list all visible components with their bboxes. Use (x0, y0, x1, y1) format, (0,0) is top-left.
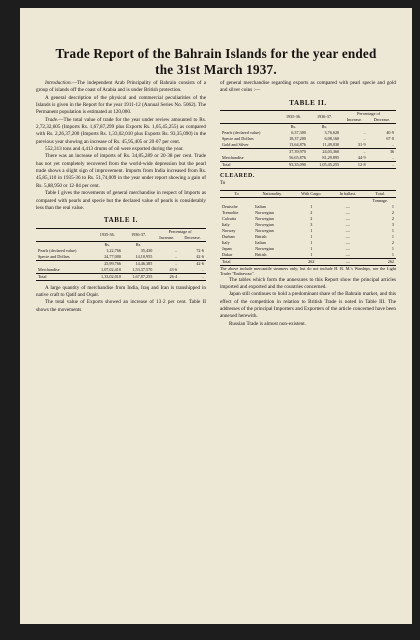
table3-tonnage: Tonnage. (372, 197, 388, 203)
cell: Norwegian (255, 227, 274, 233)
cell: 14,46,385 (135, 260, 153, 266)
cell: 18,37,200 (289, 136, 306, 142)
cell: 262 (387, 258, 394, 264)
cell: Dakar (222, 251, 233, 257)
cell: Norwegian (255, 245, 274, 251)
table2 (220, 110, 396, 169)
cell: 1 (391, 227, 394, 233)
cell: 31·9 (357, 142, 366, 148)
table1-blank-header (36, 228, 92, 241)
table2-year2-header: 1936-37. (317, 114, 333, 120)
cell: 42·6 (196, 253, 204, 259)
table3-header: With Cargo. (301, 190, 322, 196)
cell: Italian (255, 239, 266, 245)
cell: 37,39,970 (289, 149, 306, 155)
cell: 6,37,300 (291, 130, 306, 136)
russian-paragraph: Russian Trade is almost non-existent. (229, 320, 306, 327)
cell: British (255, 233, 267, 239)
cell: — (345, 221, 350, 227)
cell: .. (363, 149, 366, 155)
cell: 44·9 (357, 155, 366, 161)
table1-dec-header: Decrease. (184, 234, 201, 240)
cell: Norway (222, 227, 236, 233)
table1-inc-header: Increase. (159, 234, 175, 240)
table3-header: To (234, 190, 239, 196)
imports-paragraph: There was an increase of imports of Rs. 34,85,289 or 20·38 per cent. Trade has not yet completely recovered from the world-wide depression but the pearl trade shows a slight sign of improvement. Imports from India increased from Rs. 45,85,110 in 1935-36 to Rs. 51,74,009 in the year under report showing a gain of Rs. 5,88,950 or 12·84 per cent. (36, 153, 206, 189)
cell: Italy (222, 221, 230, 227)
cell: 40·9 (386, 130, 394, 136)
cell: — (345, 215, 350, 221)
row-label: Total (222, 162, 231, 168)
intro-paragraph (36, 80, 206, 95)
table1-year1-header: 1935-36. (99, 231, 115, 237)
cell: 1 (310, 239, 313, 245)
cell: Norwegian (255, 209, 274, 215)
cell: 13,64,876 (289, 142, 306, 148)
cell: — (345, 239, 350, 245)
cell: Calcutta (222, 215, 236, 221)
table3 (220, 190, 396, 266)
cell: 93,35,090 (289, 162, 306, 168)
table2-blank-header (220, 111, 279, 124)
table-total-row (220, 162, 396, 169)
cell: 1,07,02,410 (101, 266, 121, 272)
cell: .. (391, 142, 394, 148)
table1-pct-header: Percentage of (168, 228, 192, 234)
cell: 2 (391, 209, 394, 215)
table2-dec-header: Decrease. (373, 117, 390, 123)
cell: 1 (310, 227, 313, 233)
table2-year1-header: 1935-36. (285, 114, 301, 120)
table2-inc-header: Increase. (346, 117, 362, 123)
cell: 3,76,620 (324, 130, 340, 136)
table1-year2-header: 1936-37. (131, 231, 147, 237)
cell: 2 (310, 209, 313, 215)
oil-paragraph: 552,313 tons and 4,413 drums of oil were exported during the year. (45, 146, 184, 153)
to-label: To (220, 181, 226, 187)
cell: 1,33,02,010 (101, 273, 121, 279)
cell: .. (363, 130, 366, 136)
report-title-line2: the 31st March 1937. (155, 62, 277, 77)
cell: 1 (310, 245, 313, 251)
cell: British (255, 251, 267, 257)
cell: Tremolite (222, 209, 239, 215)
table2-intro: of general merchandise regarding exports as compared with pearl specie and gold and silver coins :— (220, 80, 396, 94)
cleared-heading: CLEARED. (220, 173, 255, 180)
table-total-row (36, 273, 206, 280)
cell: .. (201, 273, 204, 279)
row-label: Total (222, 258, 231, 264)
cell: 14,10,955 (135, 253, 153, 259)
cell: .. (201, 266, 204, 272)
cell: Deutsche (222, 203, 238, 209)
trade-heading: Trade. (45, 116, 59, 123)
cell: — (345, 258, 350, 264)
cell: .. (175, 260, 178, 266)
table3-header: In ballast. (339, 190, 357, 196)
document-page (20, 8, 412, 624)
row-label: Specie and Dollars (38, 253, 70, 259)
row-label: Specie and Dollars (222, 136, 254, 142)
table1 (36, 228, 206, 281)
table1-caption: TABLE I. (103, 216, 139, 225)
cell: 12·8 (357, 162, 366, 168)
cell: 1,22,766 (106, 247, 121, 253)
cell: 35,430 (140, 247, 153, 253)
cell: — (345, 245, 350, 251)
cell: 1,05,45,255 (319, 162, 340, 168)
cell: Japan (222, 245, 232, 251)
cell: 1,53,37,570 (132, 266, 153, 272)
cell: 36 (389, 149, 394, 155)
cell: 81,29,895 (322, 155, 340, 161)
left-column (36, 80, 206, 314)
row-label: Merchandise (38, 266, 60, 272)
cell: 6,08,160 (324, 136, 340, 142)
table1-unit: Rs. (104, 241, 110, 247)
cell: Norwegian (255, 215, 274, 221)
cell: 67·0 (386, 136, 394, 142)
table2-unit: Rs. (290, 124, 297, 130)
description-paragraph: A general description of the physical and commercial peculiarities of the Islands is given in the Report for the year 1911-12 (Annual Series No. 5062). The Permanent population is estimated at 120,000. (36, 94, 206, 116)
cell: .. (391, 162, 394, 168)
cell: Italy (222, 239, 230, 245)
exports-paragraph: The total value of Exports showed an increase of 13·2 per cent. Table II shows the movements (36, 299, 206, 313)
cell: .. (175, 247, 178, 253)
cell: 72·6 (196, 247, 204, 253)
cell: 262 (308, 258, 315, 264)
cell: 3 (310, 221, 313, 227)
cell: Norwegian (255, 221, 274, 227)
cell: 25,99,766 (104, 260, 121, 266)
cell: 1 (391, 251, 394, 257)
cell: 2 (310, 215, 313, 221)
table2-pct-header: Percentage of (357, 111, 381, 117)
report-title-line1: Trade Report of the Bahrain Islands for the year ended (55, 46, 377, 61)
cell: 1 (391, 203, 394, 209)
cell: 1,67,87,255 (132, 273, 153, 279)
cell: — (345, 203, 350, 209)
cell: 3 (391, 221, 394, 227)
right-column (220, 80, 396, 328)
cell: — (345, 227, 350, 233)
cell: 1 (310, 203, 313, 209)
cell: 42·6 (196, 260, 204, 266)
cell: .. (391, 155, 394, 161)
cell: — (345, 233, 350, 239)
cell: Italian (255, 203, 266, 209)
trade-paragraph (36, 117, 206, 146)
row-label: Pearls (declared value) (38, 247, 77, 253)
cell: 2 (391, 215, 394, 221)
cell: — (345, 251, 350, 257)
table3-footnote: The above include mercantile steamers only; but do not include H. B. M.'s Warships, nor the Light Trader "Endeavour". (220, 265, 396, 277)
table2-unit: Rs. (321, 124, 328, 130)
cell: 43·6 (169, 266, 178, 272)
cell: 2 (391, 239, 394, 245)
cell: 24,77,000 (104, 253, 121, 259)
table3-header: Nationality. (262, 190, 283, 196)
cell: 56,65,876 (289, 155, 306, 161)
row-label: Pearls (declared value) (222, 130, 261, 136)
table-intro-paragraph: Table I gives the movements of general merchandise in respect of Imports as compared with pearls and specie but the declared value of pearls is considerably less than the real value. (36, 190, 206, 211)
annexures-paragraph: The tables which form the annexures to this Report show the principal articles imported and exported and the countries concerned. (220, 276, 396, 290)
transhipment-paragraph: A large quantity of merchandise from India, Iraq and Iran is transhipped in native craft to Qatif and Oqair. (36, 284, 206, 298)
cell: 1 (391, 233, 394, 239)
cell: 1 (310, 251, 313, 257)
cell: .. (363, 136, 366, 142)
row-label: Merchandise (222, 155, 244, 161)
intro-text: —The independent Arab Principality of Bahrain consists of a group of islands off the coast of Arabia and is under British protection. (36, 80, 206, 94)
cell: Durban (222, 233, 235, 239)
cell: 26·4 (169, 273, 178, 279)
table1-unit: Rs. (135, 241, 142, 247)
table-total-row (220, 258, 396, 265)
trade-text: —The total value of trade for the year under review amounted to Rs. 2,72,32,605 (Imports Rs. 1,67,87,299 plus Exports Rs. 1,05,45,255) as compared with Rs. 2,26,37,200 (Imports Rs. 1,33,02,010 plus Exports Rs. 93,35,090) in the previous year showing an increase of Rs. 45,95,405 or 20·07 per cent. (36, 116, 206, 145)
cell: .. (175, 253, 178, 259)
row-label: Total (38, 273, 47, 279)
cell: — (345, 209, 350, 215)
table2-caption: TABLE II. (289, 98, 327, 107)
cell: 1 (310, 233, 313, 239)
japan-paragraph: Japan still continues to hold a predominant share of the Bahrain market, and this effect of the competition in relation to British Trade is noted in Table III. The addresses of the principal Importers and Exporters of the article concerned have been annexed herewith. (220, 291, 396, 320)
cell: 1 (391, 245, 394, 251)
row-label: Gold and Silver (222, 142, 249, 148)
table3-header: Total. (375, 190, 386, 196)
intro-heading: Introduction. (45, 80, 72, 86)
cell: 24,03,360 (322, 149, 340, 155)
cell: 11,49,030 (322, 142, 340, 148)
